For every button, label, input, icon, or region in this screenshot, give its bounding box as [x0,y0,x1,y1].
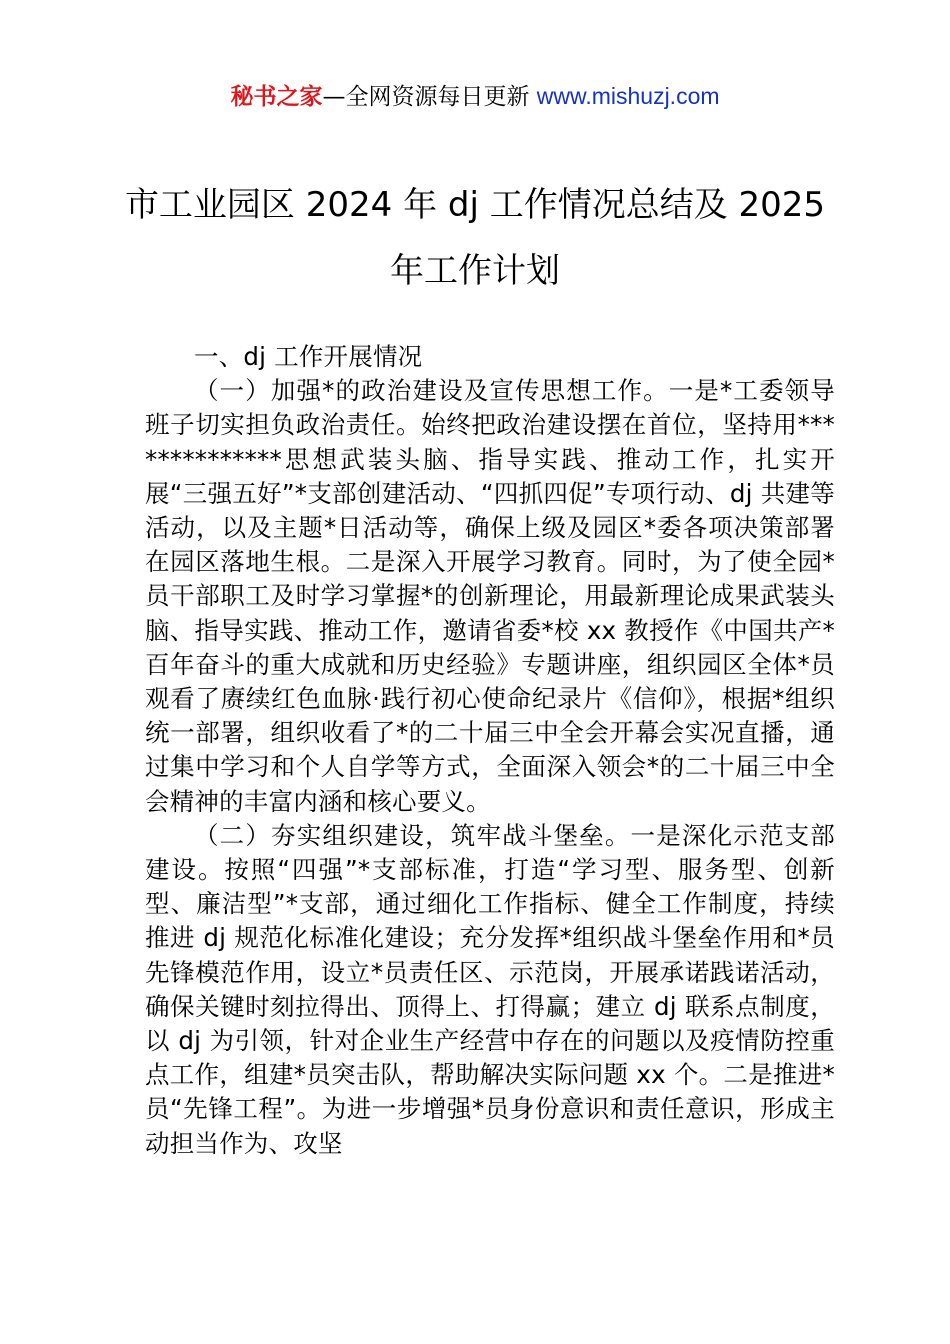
document-title-line-1: 市工业园区 2024 年 dj 工作情况总结及 2025 [124,185,826,225]
site-header [0,80,950,113]
document-body [145,340,835,1161]
brand-name: 秘书之家 [230,84,323,110]
document-title [120,172,830,304]
paragraph-2: （二）夯实组织建设，筑牢战斗堡垒。一是深化示范支部建设。按照“四强”*支部标准，打造“学习型、服务型、创新型、廉洁型”*支部，通过细化工作指标、健全工作制度，持续推进 dj 规范化标准化建设；充分发挥*组织战斗堡垒作用和*员先锋模范作用，设立*员责任区、示范岗，开展承诺践诺活动，确保关键时刻拉得出、顶得上、打得赢；建立 dj 联系点制度，以 dj 为引领，针对企业生产经营中存在的问题以及疫情防控重点工作，组建*员突击队，帮助解决实际问题 xx 个。二是推进*员“先锋工程”。为进一步增强*员身份意识和责任意识，形成主动担当作为、攻坚 [145,820,835,1158]
site-tagline: —全网资源每日更新 [322,84,537,110]
section-heading-1: 一、dj 工作开展情况 [194,342,423,371]
site-url-link[interactable]: www.mishuzj.com [536,83,720,109]
document-title-line-2: 年工作计划 [390,251,560,291]
paragraph-1: （一）加强*的政治建设及宣传思想工作。一是*工委领导班子切实担负政治责任。始终把政治建设摆在首位，坚持用**************思想武装头脑、指导实践、推动工作，扎实开展“三强五好”*支部创建活动、“四抓四促”专项行动、dj 共建等活动，以及主题*日活动等，确保上级及园区*委各项决策部署在园区落地生根。二是深入开展学习教育。同时，为了使全园*员干部职工及时学习掌握*的创新理论，用最新理论成果武装头脑、指导实践、推动工作，邀请省委*校 xx 教授作《中国共产*百年奋斗的重大成就和历史经验》专题讲座，组织园区全体*员观看了赓续红色血脉·践行初心使命纪录片《信仰》，根据*组织统一部署，组织收看了*的二十届三中全会开幕会实况直播，通过集中学习和个人自学等方式，全面深入领会*的二十届三中全会精神的丰富内涵和核心要义。 [145,376,835,816]
